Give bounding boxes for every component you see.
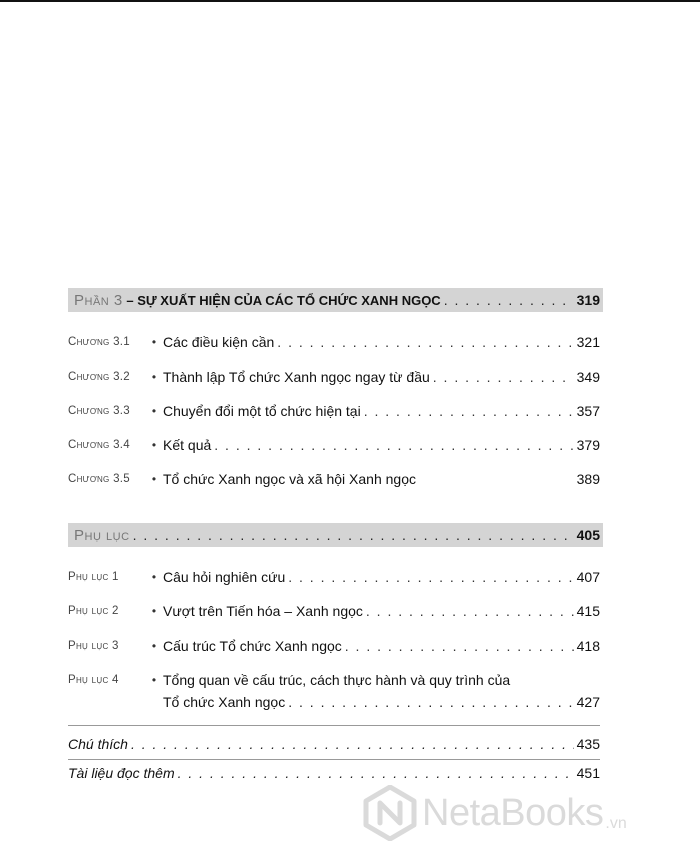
bullet-icon: • [151, 673, 157, 687]
notes-title: Chú thích [68, 736, 128, 752]
bullet-icon: • [151, 472, 157, 486]
leader-dots [288, 569, 573, 585]
further-reading-page: 451 [576, 765, 600, 781]
leader-dots [366, 603, 574, 619]
leader-dots [364, 403, 574, 419]
toc-entry-appendix-2[interactable] [68, 601, 600, 621]
bullet-icon: • [151, 370, 157, 384]
toc-entry-appendix-1[interactable] [68, 567, 600, 587]
notes-page: 435 [576, 736, 600, 752]
chapter-title: Các điều kiện cần [163, 334, 275, 350]
chapter-title: Chuyển đổi một tổ chức hiện tại [163, 403, 361, 419]
leader-dots [433, 369, 574, 385]
appendix-header[interactable] [68, 523, 603, 547]
toc-entry-chapter-3-3[interactable] [68, 401, 600, 421]
chapter-page: 379 [576, 437, 600, 453]
appendix-item-title: Vượt trên Tiến hóa – Xanh ngọc [163, 603, 363, 619]
bullet-icon: • [151, 639, 157, 653]
bullet-icon: • [151, 404, 157, 418]
chapter-label: Chương 3.2 [68, 371, 130, 383]
leader-dots [345, 638, 574, 654]
further-reading-title: Tài liệu đọc thêm [68, 765, 175, 781]
part-3-page: 319 [576, 292, 600, 308]
leader-dots [444, 292, 574, 308]
appendix-item-title-line1: Tổng quan về cấu trúc, cách thực hành và quy trình của [163, 672, 511, 688]
appendix-item-page: 427 [576, 694, 600, 710]
chapter-label: Chương 3.1 [68, 336, 130, 348]
part-3-title: SỰ XUẤT HIỆN CỦA CÁC TỔ CHỨC XANH NGỌC [137, 292, 441, 308]
appendix-item-label: Phụ lục 1 [68, 571, 119, 583]
chapter-label: Chương 3.4 [68, 439, 130, 451]
divider [68, 759, 600, 760]
toc-entry-appendix-3[interactable] [68, 636, 600, 656]
appendix-item-title: Cấu trúc Tổ chức Xanh ngọc [163, 638, 342, 654]
part-3-dash: – [122, 292, 138, 308]
appendix-item-title-line2: Tổ chức Xanh ngọc [163, 694, 286, 710]
chapter-page: 389 [576, 471, 600, 487]
watermark-domain: .vn [605, 815, 627, 832]
leader-dots [178, 765, 574, 781]
chapter-label: Chương 3.3 [68, 405, 130, 417]
part-3-label: Phần 3 [74, 291, 123, 309]
appendix-item-label: Phụ lục 4 [68, 674, 119, 686]
bullet-icon: • [151, 335, 157, 349]
bullet-icon: • [151, 570, 157, 584]
toc-entry-chapter-3-1[interactable] [68, 332, 600, 352]
netabooks-watermark [362, 783, 627, 843]
appendix-label: Phụ lục [74, 526, 130, 544]
netabooks-logo-icon [362, 785, 418, 841]
chapter-title: Tổ chức Xanh ngọc và xã hội Xanh ngọc [163, 471, 416, 487]
appendix-item-page: 418 [576, 638, 600, 654]
appendix-item-label: Phụ lục 3 [68, 640, 119, 652]
appendix-item-label: Phụ lục 2 [68, 605, 119, 617]
toc-entry-appendix-4[interactable] [68, 670, 600, 712]
part-3-header[interactable] [68, 288, 603, 312]
toc-entry-chapter-3-2[interactable] [68, 367, 600, 387]
appendix-item-page: 407 [576, 569, 600, 585]
appendix-item-title: Câu hỏi nghiên cứu [163, 569, 286, 585]
leader-dots [288, 694, 573, 710]
chapter-title: Thành lập Tổ chức Xanh ngọc ngay từ đầu [163, 369, 430, 385]
chapter-page: 321 [576, 334, 600, 350]
bullet-icon: • [151, 604, 157, 618]
appendix-item-page: 415 [576, 603, 600, 619]
toc-entry-chapter-3-5[interactable] [68, 469, 600, 489]
toc-entry-further-reading[interactable] [68, 763, 600, 783]
divider [68, 725, 600, 726]
toc-entry-chapter-3-4[interactable] [68, 435, 600, 455]
chapter-page: 357 [576, 403, 600, 419]
leader-dots [214, 437, 573, 453]
bullet-icon: • [151, 438, 157, 452]
chapter-label: Chương 3.5 [68, 473, 130, 485]
toc-entry-notes[interactable] [68, 734, 600, 754]
chapter-page: 349 [576, 369, 600, 385]
top-border [0, 0, 700, 2]
appendix-page: 405 [576, 527, 600, 543]
watermark-brand: NetaBooks [422, 791, 604, 834]
leader-dots [131, 736, 574, 752]
leader-dots [277, 334, 573, 350]
chapter-title: Kết quả [163, 437, 212, 453]
leader-dots [133, 527, 574, 543]
